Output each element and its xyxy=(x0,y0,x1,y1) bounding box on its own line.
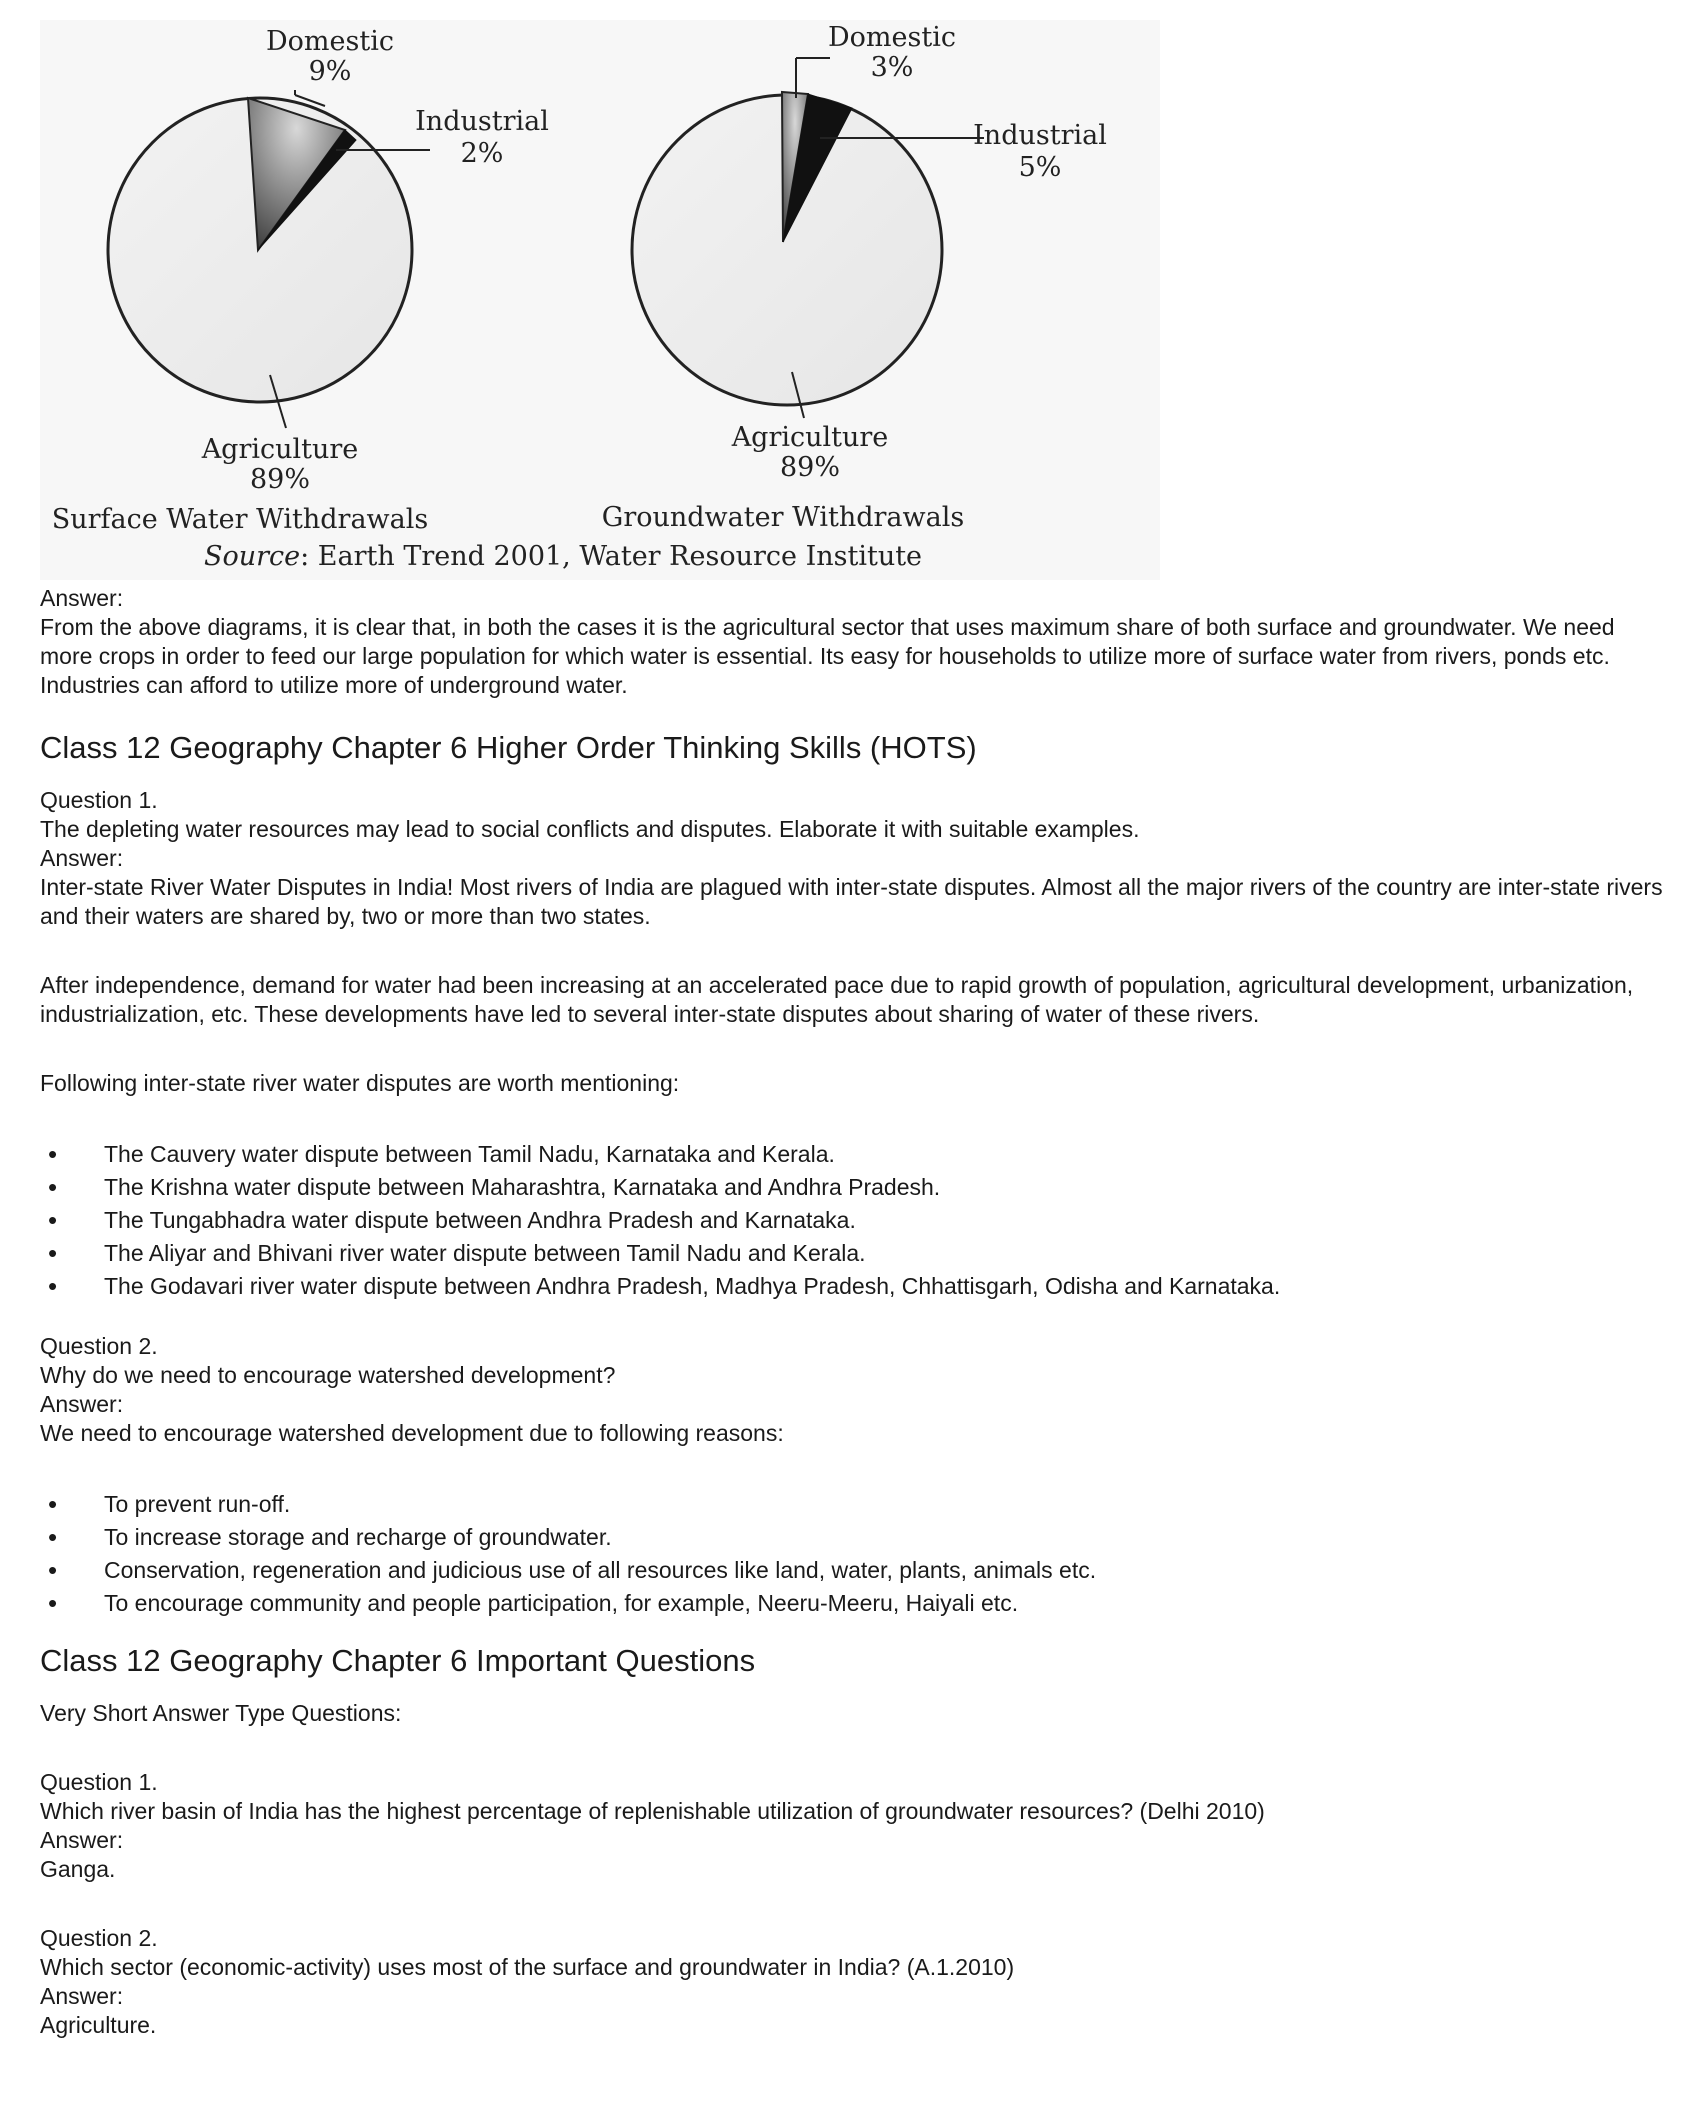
ground-domestic-pct: 3% xyxy=(870,52,914,83)
ground-industrial-pct: 5% xyxy=(1018,152,1062,183)
imp-q1-answer: Ganga. xyxy=(40,1856,116,1882)
list-item: • To prevent run-off. xyxy=(40,1488,1670,1521)
pie-charts-figure xyxy=(40,20,1160,580)
hots-q1-para3: Following inter-state river water disputes are worth mentioning: xyxy=(40,1070,680,1096)
surface-chart-title: Surface Water Withdrawals xyxy=(51,504,429,535)
imp-q1-label: Question 1. xyxy=(40,1769,158,1795)
list-item: • The Tungabhadra water dispute between Andhra Pradesh and Karnataka. xyxy=(40,1204,1670,1237)
disputes-list xyxy=(40,1138,1670,1303)
list-item: • The Cauvery water dispute between Tamil Nadu, Karnataka and Kerala. xyxy=(40,1138,1670,1171)
hots-q1-para2: After independence, demand for water had been increasing at an accelerated pace due to rapid growth of population, agricultural development, urbanization, industrialization, etc. These developments have led to several inter-state disputes about sharing of water of these rivers. xyxy=(40,972,1634,1027)
imp-q2-answer: Agriculture. xyxy=(40,2012,157,2038)
imp-q2-answer-label: Answer: xyxy=(40,1983,124,2009)
source-prefix: Source xyxy=(203,541,301,572)
surface-industrial-pct: 2% xyxy=(460,138,504,169)
hots-heading: Class 12 Geography Chapter 6 Higher Order Thinking Skills (HOTS) xyxy=(40,730,977,765)
groundwater-pie xyxy=(602,22,1107,533)
hots-q1-label: Question 1. xyxy=(40,787,158,813)
surface-domestic-pct: 9% xyxy=(308,56,352,87)
list-item: • The Godavari river water dispute between Andhra Pradesh, Madhya Pradesh, Chhattisgarh, Odisha and Karnataka. xyxy=(40,1270,1670,1303)
answer-label: Answer: xyxy=(40,585,124,611)
article-content xyxy=(40,584,1670,2040)
pie-charts-svg xyxy=(40,20,1160,580)
answer-text: From the above diagrams, it is clear that, in both the cases it is the agricultural sector that uses maximum share of both surface and groundwater. We need more crops in order to feed our large population for which water is essential. Its easy for households to utilize more of surface water from rivers, ponds etc. Industries can afford to utilize more of underground water. xyxy=(40,614,1615,698)
hots-q2-question: Why do we need to encourage watershed development? xyxy=(40,1362,616,1388)
important-heading: Class 12 Geography Chapter 6 Important Questions xyxy=(40,1643,756,1678)
list-item: • The Aliyar and Bhivani river water dispute between Tamil Nadu and Kerala. xyxy=(40,1237,1670,1270)
list-item: • Conservation, regeneration and judicious use of all resources like land, water, plants, animals etc. xyxy=(40,1554,1670,1587)
imp-q1-question: Which river basin of India has the highest percentage of replenishable utilization of groundwater resources? (Delhi 2010) xyxy=(40,1798,1265,1824)
list-item: • The Krishna water dispute between Maharashtra, Karnataka and Andhra Pradesh. xyxy=(40,1171,1670,1204)
hots-q2-label: Question 2. xyxy=(40,1333,158,1359)
source-text: : Earth Trend 2001, Water Resource Institute xyxy=(300,541,923,572)
hots-q1-question: The depleting water resources may lead to social conflicts and disputes. Elaborate it with suitable examples. xyxy=(40,816,1140,842)
hots-q1-para1: Inter-state River Water Disputes in India! Most rivers of India are plagued with inter-state disputes. Almost all the major rivers of the country are inter-state rivers and their waters are shared by, two or more than two states. xyxy=(40,874,1663,929)
ground-agriculture-pct: 89% xyxy=(779,452,841,483)
watershed-list xyxy=(40,1488,1670,1620)
surface-agriculture-pct: 89% xyxy=(249,464,311,495)
imp-q2-label: Question 2. xyxy=(40,1925,158,1951)
surface-water-pie xyxy=(52,26,549,535)
ground-chart-title: Groundwater Withdrawals xyxy=(601,502,965,533)
imp-q1-answer-label: Answer: xyxy=(40,1827,124,1853)
surface-industrial-label: Industrial xyxy=(415,106,549,137)
hots-q2-para1: We need to encourage watershed development due to following reasons: xyxy=(40,1420,784,1446)
ground-agriculture-label: Agriculture xyxy=(731,422,889,453)
ground-industrial-label: Industrial xyxy=(973,120,1107,151)
hots-q2-answer-label: Answer: xyxy=(40,1391,124,1417)
hots-q1-answer-label: Answer: xyxy=(40,845,124,871)
figure-source xyxy=(204,541,922,572)
surface-agriculture-label: Agriculture xyxy=(201,434,359,465)
imp-q2-question: Which sector (economic-activity) uses most of the surface and groundwater in India? (A.1.2010) xyxy=(40,1954,1015,1980)
list-item: • To encourage community and people participation, for example, Neeru-Meeru, Haiyali etc. xyxy=(40,1587,1670,1620)
surface-domestic-label: Domestic xyxy=(266,26,394,57)
important-subheading: Very Short Answer Type Questions: xyxy=(40,1700,402,1726)
ground-domestic-label: Domestic xyxy=(828,22,956,53)
list-item: • To increase storage and recharge of groundwater. xyxy=(40,1521,1670,1554)
